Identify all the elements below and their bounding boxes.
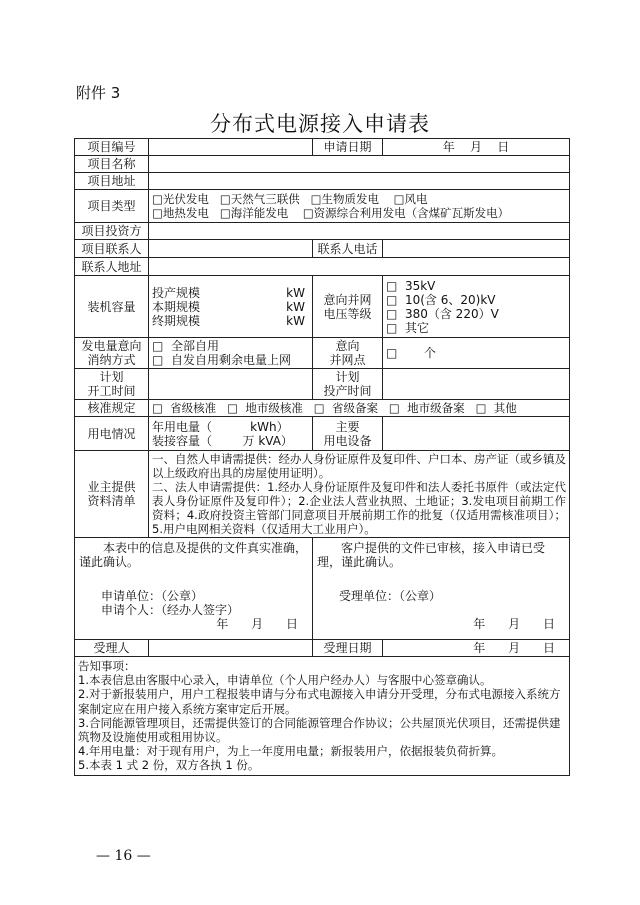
apply-date-field[interactable]: 年 月 日 bbox=[383, 139, 570, 156]
plan-start-label: 计划 开工时间 bbox=[75, 369, 149, 400]
applicant-decl-text: 本表中的信息及提供的文件真实准确，谨此确认。 bbox=[79, 541, 308, 569]
acceptor-unit-seal[interactable]: 受理单位：（公章） bbox=[339, 589, 442, 603]
investor-field[interactable] bbox=[149, 223, 570, 240]
contact-phone-label: 联系人电话 bbox=[313, 240, 383, 258]
cap-final-label: 终期规模 bbox=[152, 313, 201, 328]
applicant-unit-seal[interactable]: 申请单位：（公章） bbox=[101, 589, 204, 603]
project-address-field[interactable] bbox=[149, 173, 570, 190]
usage-fields[interactable] bbox=[149, 417, 313, 451]
voltage-10kv[interactable]: □ 10(含 6、20)kV bbox=[386, 292, 496, 307]
page-number: — 16 — bbox=[96, 848, 151, 864]
form-title: 分布式电源接入申请表 bbox=[210, 112, 430, 136]
usage-label: 用电情况 bbox=[75, 417, 149, 451]
notice-item-1: 1.本表信息由客服中心录入，申请单位（个人用户经办人）与客服中心签章确认。 bbox=[78, 673, 492, 688]
consumption-options[interactable] bbox=[149, 338, 313, 369]
investor-label: 项目投资方 bbox=[75, 223, 149, 240]
voltage-label: 意向并网 电压等级 bbox=[313, 276, 383, 338]
kw-unit: kW bbox=[286, 299, 305, 314]
cap-commission-label: 投产规模 bbox=[152, 285, 201, 300]
project-address-label: 项目地址 bbox=[75, 173, 149, 190]
grid-point-field[interactable]: □ 个 bbox=[383, 338, 570, 369]
grid-point-label: 意向 并网点 bbox=[313, 338, 383, 369]
accept-date-field[interactable]: 年 月 日 bbox=[383, 640, 570, 657]
project-name-field[interactable] bbox=[149, 156, 570, 173]
accept-date-label: 受理日期 bbox=[313, 640, 383, 657]
acceptor-decl-text: 客户提供的文件已审核，接入申请已受理，谨此确认。 bbox=[317, 541, 546, 569]
notice-item-5: 5.本表 1 式 2 份，双方各执 1 份。 bbox=[78, 758, 260, 773]
contact-address-field[interactable] bbox=[149, 258, 570, 276]
kw-unit: kW bbox=[286, 313, 305, 328]
notice-item-3: 3.合同能源管理项目，还需提供签订的合同能源管理合作协议；公共屋顶光伏项目，还需提供建筑物及设施使用或租用协议。 bbox=[78, 715, 561, 745]
plan-op-field[interactable] bbox=[383, 369, 570, 400]
accepter-label: 受理人 bbox=[75, 640, 149, 657]
main-equipment-label: 主要 用电设备 bbox=[313, 417, 383, 451]
contact-label: 项目联系人 bbox=[75, 240, 149, 258]
approval-label: 核准规定 bbox=[75, 400, 149, 417]
apply-date-label: 申请日期 bbox=[313, 139, 383, 156]
cap-current-label: 本期规模 bbox=[152, 299, 201, 314]
type-options-line2[interactable]: □地热发电 □海洋能发电 □资源综合利用发电（含煤矿瓦斯发电） bbox=[152, 206, 510, 220]
main-equipment-field[interactable] bbox=[383, 417, 570, 451]
notice-item-4: 4.年用电量：对于现有用户，为上一年度用电量；新报装用户，依据报装负荷折算。 bbox=[78, 744, 503, 759]
project-no-field[interactable] bbox=[149, 139, 313, 156]
project-type-options[interactable] bbox=[149, 190, 570, 223]
notice-section bbox=[75, 657, 570, 776]
installed-capacity[interactable]: 装接容量（ 万 kVA） bbox=[152, 433, 293, 448]
contact-phone-field[interactable] bbox=[383, 240, 570, 258]
capacity-fields[interactable] bbox=[149, 276, 313, 338]
voltage-options[interactable] bbox=[383, 276, 570, 338]
acceptor-date[interactable]: 年 月 日 bbox=[473, 617, 555, 631]
project-name-label: 项目名称 bbox=[75, 156, 149, 173]
acceptor-declaration bbox=[313, 538, 570, 640]
project-no-label: 项目编号 bbox=[75, 139, 149, 156]
plan-op-label: 计划 投产时间 bbox=[313, 369, 383, 400]
attachment-label: 附件 3 bbox=[76, 84, 121, 102]
consumption-self[interactable]: □ 全部自用 bbox=[152, 339, 219, 353]
approval-options[interactable]: □ 省级核准 □ 地市级核准 □ 省级备案 □ 地市级备案 □ 其他 bbox=[149, 400, 570, 417]
notice-item-2: 2.对于新报装用户，用户工程报装申请与分布式电源接入申请分开受理，分布式电源接入系统方案制定应在用户接入系统方案审定后开展。 bbox=[78, 687, 561, 716]
annual-usage[interactable]: 年用电量（ kWh） bbox=[152, 419, 289, 434]
kw-unit: kW bbox=[286, 285, 305, 300]
consumption-surplus[interactable]: □ 自发自用剩余电量上网 bbox=[152, 353, 291, 367]
notice-title: 告知事项： bbox=[78, 659, 136, 673]
contact-address-label: 联系人地址 bbox=[75, 258, 149, 276]
consumption-label: 发电量意向 消纳方式 bbox=[75, 338, 149, 369]
project-type-label: 项目类型 bbox=[75, 190, 149, 223]
capacity-label: 装机容量 bbox=[75, 276, 149, 338]
voltage-other[interactable]: □ 其它 bbox=[386, 320, 429, 335]
docs-list: 一、自然人申请需提供：经办人身份证原件及复印件、户口本、房产证（或乡镇及以上级政府出具的房屋使用证明）。 二、法人申请需提供：1.经办人身份证原件及复印件和法人委托书原件（或法定代表人身份证原件及复印件）；2.企业法人营业执照、土地证；3.发电项目前期工作资料；4.政府投资主管部门同意项目开展前期工作的批复（仅适用需核准项目）；5.用户电网相关资料（仅适用大工业用户）。 bbox=[149, 451, 570, 538]
applicant-declaration bbox=[75, 538, 313, 640]
applicant-person-sign[interactable]: 申请个人：（经办人签字） bbox=[101, 603, 240, 617]
accepter-field[interactable] bbox=[149, 640, 313, 657]
type-options-line1[interactable]: □光伏发电 □天然气三联供 □生物质发电 □风电 bbox=[152, 192, 428, 206]
application-form bbox=[74, 138, 570, 776]
docs-label: 业主提供 资料清单 bbox=[75, 451, 149, 538]
plan-start-field[interactable] bbox=[149, 369, 313, 400]
voltage-380v[interactable]: □ 380（含 220）V bbox=[386, 306, 499, 321]
applicant-date[interactable]: 年 月 日 bbox=[216, 617, 298, 631]
contact-field[interactable] bbox=[149, 240, 313, 258]
voltage-35kv[interactable]: □ 35kV bbox=[386, 278, 436, 293]
